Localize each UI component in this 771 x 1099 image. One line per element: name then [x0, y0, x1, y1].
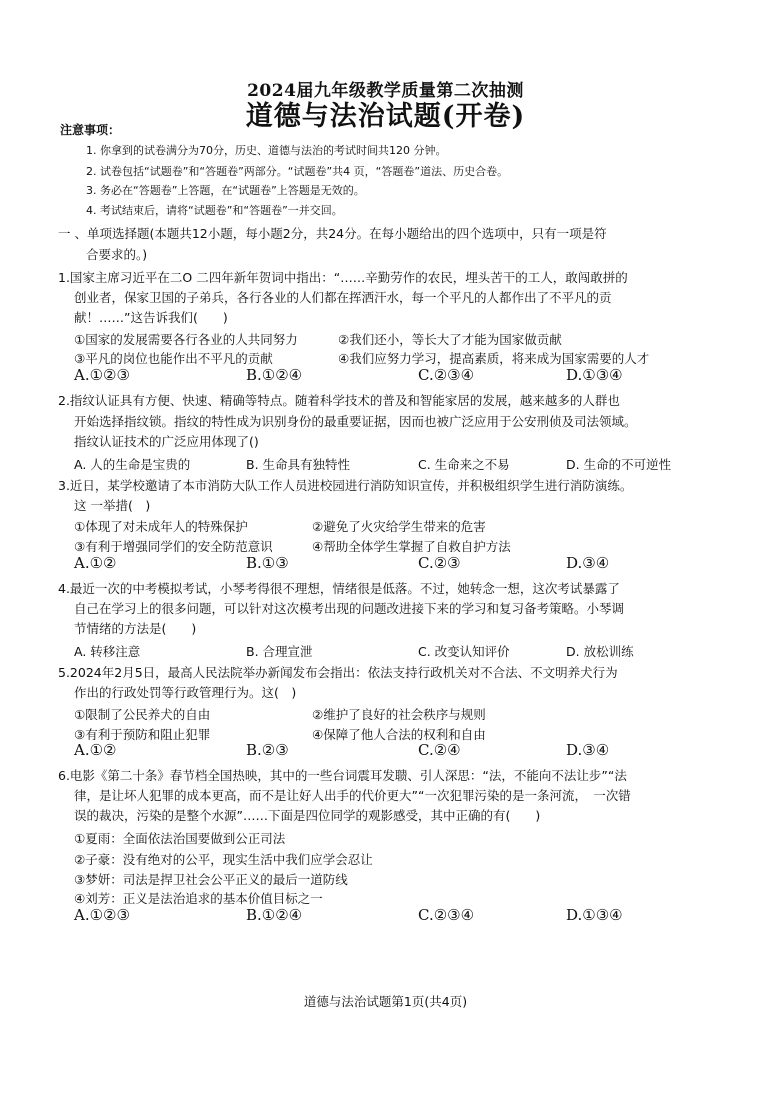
- question-5-choice-c[interactable]: C.②④: [418, 741, 461, 759]
- question-5-choice-b[interactable]: B.②③: [246, 741, 289, 759]
- question-3-statement: ①体现了对未成年人的特殊保护: [74, 519, 248, 534]
- question-3-choice-d[interactable]: D.③④: [566, 554, 610, 572]
- question-6-stem: 6.电影《第二十条》春节档全国热映，其中的一些台词震耳发聩、引人深思：“法，不能向不法让步”“法: [58, 768, 627, 783]
- question-6-choice-d[interactable]: D.①③④: [566, 906, 623, 924]
- question-1-choice-a[interactable]: A.①②③: [74, 366, 130, 384]
- question-5-statement: ①限制了公民养犬的自由: [74, 707, 211, 722]
- question-2-choice-b[interactable]: B. 生命具有独特性: [246, 457, 351, 472]
- question-2-stem: 开始选择指纹锁。指纹的特性成为识别身份的最重要证据，因而也被广泛应用于公安刑侦及司法领域。: [74, 414, 637, 429]
- question-5-statement: ②维护了良好的社会秩序与规则: [312, 707, 486, 722]
- question-1-choice-b[interactable]: B.①②④: [246, 366, 303, 384]
- question-4-stem: 节情绪的方法是( ): [74, 621, 197, 636]
- question-4-stem: 4.最近一次的中考模拟考试，小琴考得很不理想，情绪很是低落。不过，她转念一想，这次考试暴露了: [58, 581, 620, 596]
- notice-item: 4. 考试结束后，请将“试题卷”和“答题卷”一并交回。: [86, 204, 343, 217]
- exam-title: 2024届九年级教学质量第二次抽测: [247, 81, 524, 101]
- question-1-statement: ①国家的发展需要各行各业的人共同努力: [74, 332, 298, 347]
- question-1-choice-d[interactable]: D.①③④: [566, 366, 623, 384]
- question-3-statement: ④帮助全体学生掌握了自救自护方法: [312, 539, 511, 554]
- question-5-stem: 作出的行政处罚等行政管理行为。这( ): [74, 685, 297, 700]
- question-3-stem: 这 一举措( ): [74, 498, 151, 513]
- question-1-stem: 献！……”这告诉我们( ): [74, 310, 228, 325]
- question-3-choice-c[interactable]: C.②③: [418, 554, 461, 572]
- question-2-choice-d[interactable]: D. 生命的不可逆性: [566, 457, 672, 472]
- question-1-statement: ④我们应努力学习，提高素质，将来成为国家需要的人才: [338, 351, 650, 366]
- question-3-statement: ②避免了火灾给学生带来的危害: [312, 519, 486, 534]
- question-6-choice-c[interactable]: C.②③④: [418, 906, 475, 924]
- section-instructions-cont: 合要求的。): [86, 247, 148, 262]
- question-1-choice-c[interactable]: C.②③④: [418, 366, 475, 384]
- subject-title: 道德与法治试题(开卷): [245, 101, 526, 132]
- question-5-statement: ③有利于预防和阻止犯罪: [74, 727, 211, 742]
- question-4-choice-d[interactable]: D. 放松训练: [566, 644, 634, 659]
- notice-item: 1. 你拿到的试卷满分为70分，历史、道德与法治的考试时间共120 分钟。: [86, 144, 447, 157]
- question-4-stem: 自己在学习上的很多问题，可以针对这次模考出现的问题改进接下来的学习和复习备考策略。小琴调: [74, 601, 625, 616]
- question-1-stem: 1.国家主席习近平在二О 二四年新年贺词中指出：“……辛勤劳作的农民，埋头苦干的工人，敢闯敢拼的: [58, 270, 628, 285]
- question-6-choice-a[interactable]: A.①②③: [74, 906, 130, 924]
- question-5-choice-d[interactable]: D.③④: [566, 741, 610, 759]
- question-1-stem: 创业者，保家卫国的子弟兵，各行各业的人们都在挥洒汗水，每一个平凡的人都作出了不平凡的贡: [74, 290, 612, 305]
- question-5-stem: 5.2024年2月5日，最高人民法院举办新闻发布会指出：依法支持行政机关对不合法、不文明养犬行为: [58, 665, 618, 680]
- notice-heading: 注意事项：: [60, 123, 121, 137]
- question-6-stem: 律，是让坏人犯罪的成本更高，而不是让好人出手的代价更大”“一次犯罪污染的是一条河流， 一次错: [74, 788, 631, 803]
- section-instructions: 一 、单项选择题(本题共12小题，每小题2分，共24分。在每小题给出的四个选项中，只有一项是符: [58, 226, 607, 241]
- question-1-statement: ②我们还小，等长大了才能为国家做贡献: [338, 332, 562, 347]
- page-footer: 道德与法治试题第1页(共4页): [303, 994, 468, 1009]
- question-4-choice-c[interactable]: C. 改变认知评价: [418, 644, 510, 659]
- question-2-stem: 指纹认证技术的广泛应用体现了(): [74, 434, 259, 449]
- question-6-stem: 误的裁决，污染的是整个水源”……下面是四位同学的观影感受，其中正确的有( ): [74, 808, 541, 823]
- question-6-statement: ②子豪：没有绝对的公平，现实生活中我们应学会忍让: [74, 852, 373, 867]
- question-3-stem: 3.近日，某学校邀请了本市消防大队工作人员进校园进行消防知识宣传，并积极组织学生进行消防演练。: [58, 478, 633, 493]
- notice-item: 2. 试卷包括“试题卷”和“答题卷”两部分。“试题卷”共4 页，“答题卷”道法、历史合卷。: [86, 165, 509, 178]
- question-3-choice-a[interactable]: A.①②: [74, 554, 117, 572]
- question-4-choice-a[interactable]: A. 转移注意: [74, 644, 141, 659]
- question-1-statement: ③平凡的岗位也能作出不平凡的贡献: [74, 351, 273, 366]
- question-2-choice-a[interactable]: A. 人的生命是宝贵的: [74, 457, 191, 472]
- question-5-statement: ④保障了他人合法的权利和自由: [312, 727, 486, 742]
- question-2-choice-c[interactable]: C. 生命来之不易: [418, 457, 510, 472]
- question-3-choice-b[interactable]: B.①③: [246, 554, 289, 572]
- question-6-choice-b[interactable]: B.①②④: [246, 906, 303, 924]
- question-4-choice-b[interactable]: B. 合理宣泄: [246, 644, 313, 659]
- notice-item: 3. 务必在“答题卷”上答题，在“试题卷”上答题是无效的。: [86, 184, 365, 197]
- question-6-statement: ③梦妍：司法是捍卫社会公平正义的最后一道防线: [74, 872, 348, 887]
- question-6-statement: ①夏雨：全面依法治国要做到公正司法: [74, 831, 286, 846]
- question-5-choice-a[interactable]: A.①②: [74, 741, 117, 759]
- question-6-statement: ④刘芳：正义是法治追求的基本价值目标之一: [74, 891, 323, 906]
- question-2-stem: 2.指纹认证具有方便、快速、精确等特点。随着科学技术的普及和智能家居的发展，越来越多的人群也: [58, 393, 620, 408]
- question-3-statement: ③有利于增强同学们的安全防范意识: [74, 539, 273, 554]
